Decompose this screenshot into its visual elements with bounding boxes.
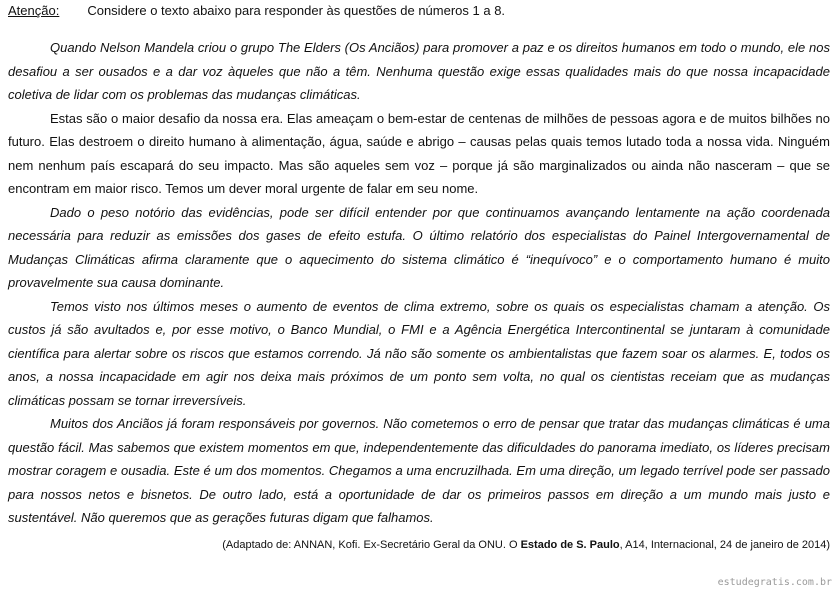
paragraph-4: Temos visto nos últimos meses o aumento de eventos de clima extremo, sobre os quais os especialistas chamam a atenção. Os custos já são avultados e, por esse motivo, o Banco Mundial, o FMI e a Agência Energética Intercontinental se juntaram à comunidade científica para alertar sobre os riscos que estamos correndo. Já não são somente os ambientalistas que fazem soar os alarmes. E, todos os anos, a nossa incapacidade em agir nos deixa mais próximos de um ponto sem volta, no qual os cientistas receiam que as mudanças climáticas possam se tornar irreversíveis. bbox=[8, 298, 830, 408]
instruction-text: Considere o texto abaixo para responder às questões de números 1 a 8. bbox=[87, 3, 506, 18]
citation-suffix: , A14, Internacional, 24 de janeiro de 2014) bbox=[619, 539, 830, 551]
citation-newspaper: Estado de S. Paulo bbox=[520, 539, 620, 551]
paragraph-5: Muitos dos Anciãos já foram responsáveis por governos. Não cometemos o erro de pensar que tratar das mudanças climáticas é uma questão fácil. Mas sabemos que existem momentos em que, independentemente das dificuldades do panorama imediato, os líderes precisam mostrar coragem e ousadia. Este é um dos momentos. Chegamos a uma encruzilhada. Em uma direção, um legado terrível pode ser passado para nossos netos e bisnetos. De outro lado, está a oportunidade de dar os primeiros passos em direção a um mundo mais justo e sustentável. Não queremos que as gerações futuras digam que falhamos. bbox=[8, 416, 830, 525]
site-watermark: estudegratis.com.br bbox=[717, 577, 832, 588]
passage bbox=[8, 36, 830, 530]
source-citation bbox=[222, 538, 830, 552]
attention-label: Atenção: bbox=[8, 3, 60, 18]
paragraph-3: Dado o peso notório das evidências, pode ser difícil entender por que continuamos avançando lentamente na ação coordenada necessária para reduzir as emissões dos gases de efeito estufa. O último relatório dos especialistas do Painel Intergovernamental de Mudanças Climáticas afirma claramente que o aquecimento do sistema climático é “inequívoco” e o comportamento humano é muito provavelmente sua causa dominante. bbox=[8, 204, 830, 290]
paragraph-2: Estas são o maior desafio da nossa era. Elas ameaçam o bem-estar de centenas de milhões de pessoas agora e de muitos bilhões no futuro. Elas destroem o direito humano à alimentação, água, saúde e abrigo – causas pelas quais temos lutado toda a nossa vida. Ninguém nem nenhum país escapará do seu impacto. Mas são aqueles sem voz – porque já são marginalizados ou ainda não nasceram – que se encontram em maior risco. Temos um dever moral urgente de falar em seu nome. bbox=[8, 110, 830, 196]
instruction-header bbox=[8, 3, 505, 19]
paragraph-1: Quando Nelson Mandela criou o grupo The Elders (Os Anciãos) para promover a paz e os direitos humanos em todo o mundo, ele nos desafiou a ser ousados e a dar voz àqueles que não a têm. Nenhuma questão exige essas qualidades mais do que nossa incapacidade coletiva de lidar com os problemas das mudanças climáticas. bbox=[8, 40, 830, 102]
citation-prefix: (Adaptado de: ANNAN, Kofi. Ex-Secretário Geral da ONU. O bbox=[222, 539, 521, 551]
